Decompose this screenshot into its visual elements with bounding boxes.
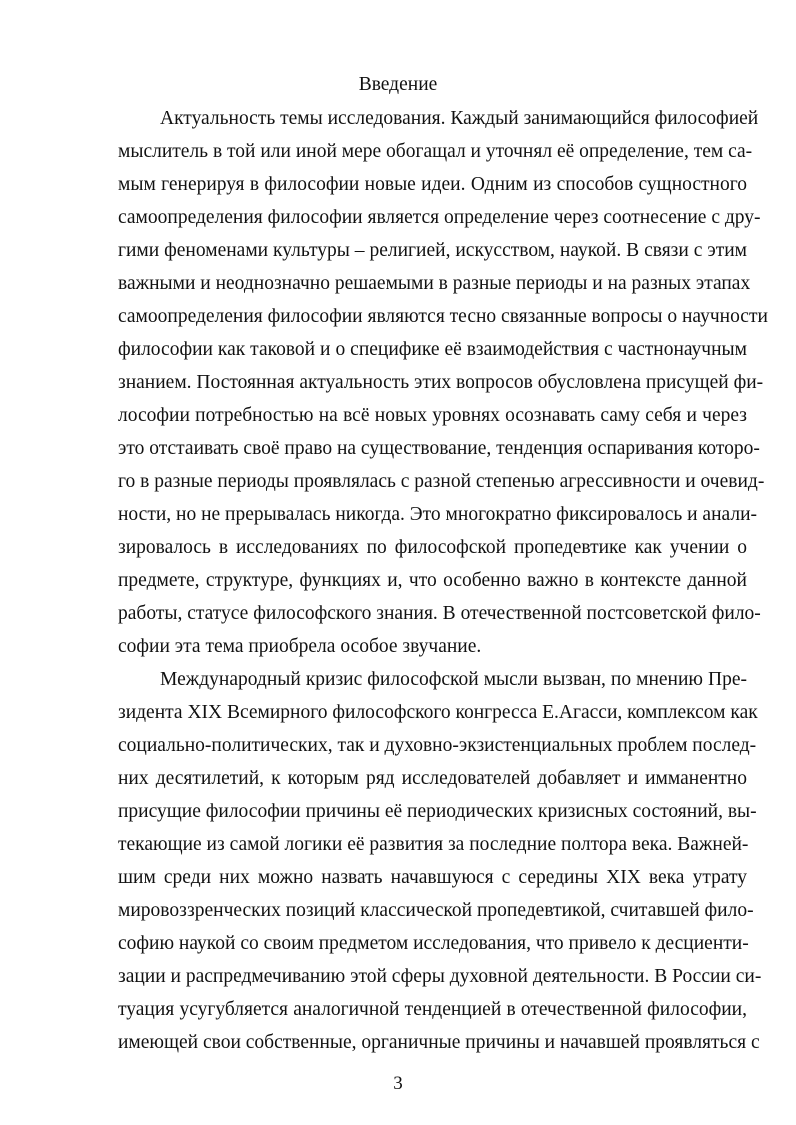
text-line: знанием. Постоянная актуальность этих вопросов обусловлена присущей фи- — [118, 372, 764, 393]
text-line: предмете, структуре, функциях и, что особенно важно в контексте данной — [118, 570, 747, 591]
text-line: важными и неоднозначно решаемыми в разные периоды и на разных этапах — [118, 273, 751, 294]
text-line: софии эта тема приобрела особое звучание. — [118, 636, 482, 657]
text-line: мыслитель в той или иной мере обогащал и уточнял её определение, тем са- — [118, 141, 753, 162]
text-line: Международный кризис философской мысли вызван, по мнению Пре- — [160, 669, 747, 690]
text-line: мировоззренческих позиций классической пропедевтикой, считавшей фило- — [118, 900, 754, 921]
text-line: работы, статусе философского знания. В отечественной постсоветской фило- — [118, 603, 761, 624]
text-line: философии как таковой и о специфике её взаимодействия с частнонаучным — [118, 339, 747, 360]
page-number: 3 — [393, 1073, 403, 1094]
text-line: зировалось в исследованиях по философской пропедевтике как учении о — [118, 537, 747, 558]
text-line: гими феноменами культуры – религией, искусством, наукой. В связи с этим — [118, 240, 747, 261]
text-line: зации и распредмечиванию этой сферы духовной деятельности. В России си- — [118, 966, 762, 987]
text-line: присущие философии причины её периодических кризисных состояний, вы- — [118, 801, 757, 822]
text-line: софию наукой со своим предметом исследования, что привело к десциенти- — [118, 933, 749, 954]
text-line: самоопределения философии являются тесно связанные вопросы о научности — [118, 306, 768, 327]
text-line: текающие из самой логики её развития за последние полтора века. Важней- — [118, 834, 749, 855]
text-line: зидента XIX Всемирного философского конгресса Е.Агасси, комплексом как — [118, 702, 758, 723]
text-line: ности, но не прерывалась никогда. Это многократно фиксировалось и анали- — [118, 504, 758, 525]
page-title: Введение — [358, 74, 438, 95]
text-line: туация усугубляется аналогичной тенденцией в отечественной философии, — [118, 999, 747, 1020]
text-line: мым генерируя в философии новые идеи. Одним из способов сущностного — [118, 174, 747, 195]
text-line: это отстаивать своё право на существование, тенденция оспаривания которо- — [118, 438, 760, 459]
text-line: них десятилетий, к которым ряд исследователей добавляет и имманентно — [118, 768, 747, 789]
text-line: имеющей свои собственные, органичные причины и начавшей проявляться с — [118, 1032, 760, 1053]
text-line: лософии потребностью на всё новых уровнях осознавать саму себя и через — [118, 405, 747, 426]
text-line: Актуальность темы исследования. Каждый занимающийся философией — [160, 108, 759, 129]
text-line: го в разные периоды проявлялась с разной степенью агрессивности и очевид- — [118, 471, 765, 492]
text-line: шим среди них можно назвать начавшуюся с середины XIX века утрату — [118, 867, 747, 888]
text-line: самоопределения философии является определение через соотнесение с дру- — [118, 207, 761, 228]
text-line: социально-политических, так и духовно-экзистенциальных проблем послед- — [118, 735, 757, 756]
